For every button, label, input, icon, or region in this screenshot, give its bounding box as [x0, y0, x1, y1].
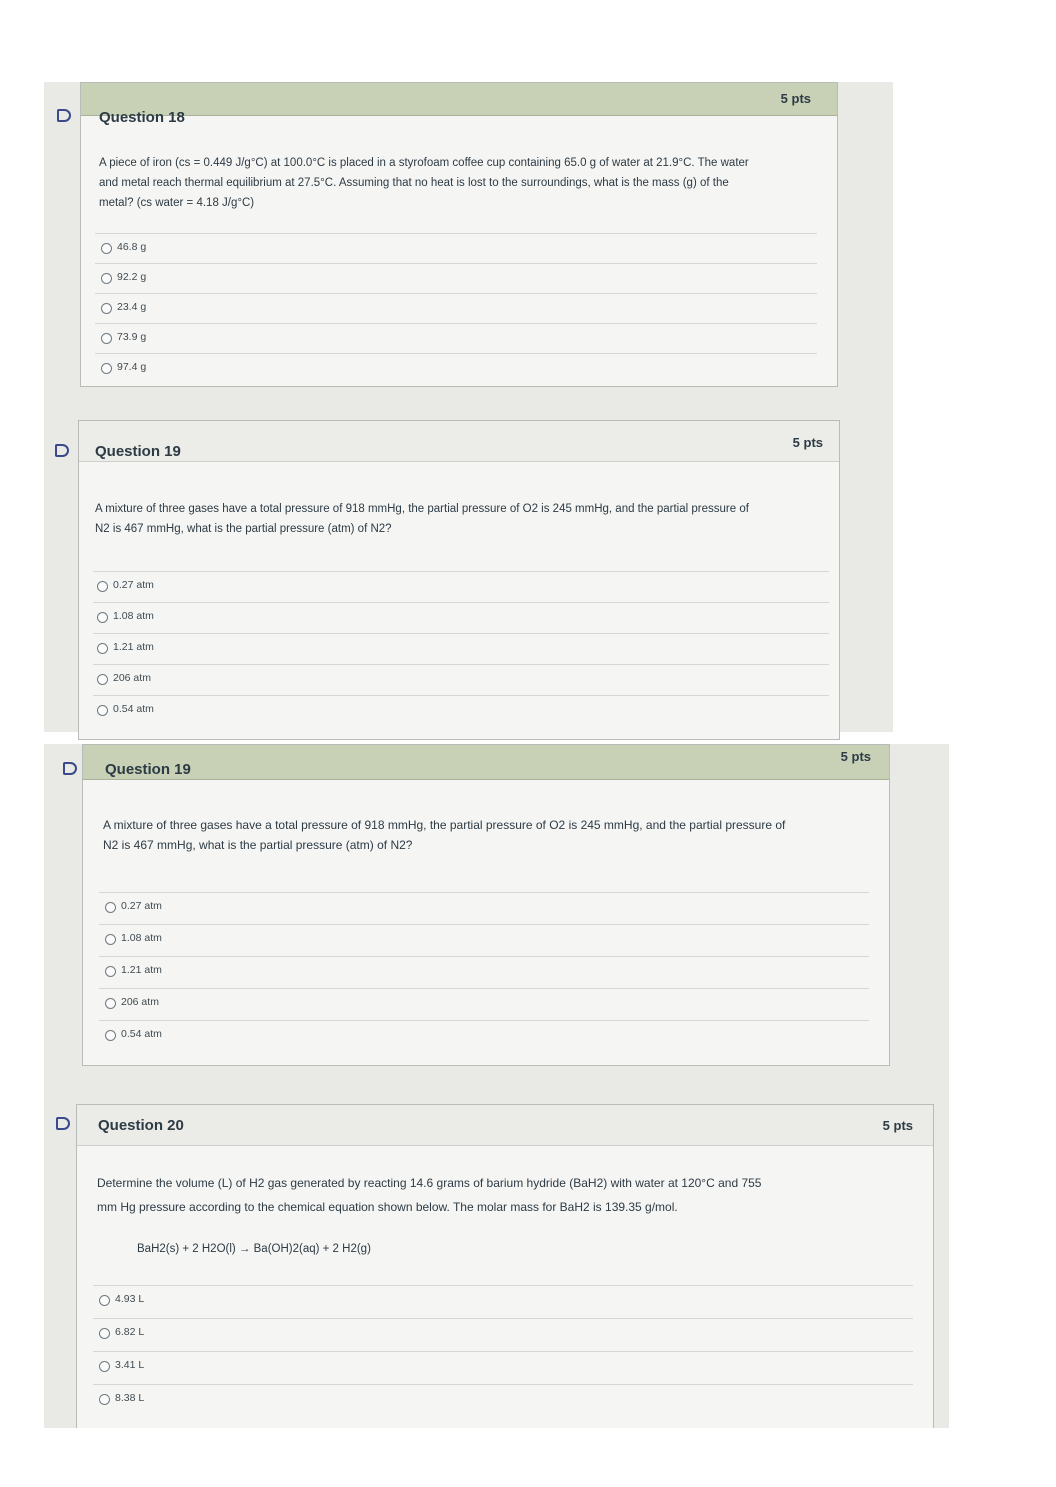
answer-option[interactable]: 206 atm [93, 664, 829, 695]
answer-option[interactable]: 1.08 atm [99, 924, 869, 956]
question-title: Question 20 [98, 1117, 184, 1134]
radio-icon[interactable] [97, 643, 108, 654]
radio-icon[interactable] [101, 243, 112, 254]
question-text-line: mm Hg pressure according to the chemical equation shown below. The molar mass for BaH2 is 139.35 g/mol. [97, 1200, 678, 1214]
radio-icon[interactable] [105, 998, 116, 1009]
question-text-line: N2 is 467 mmHg, what is the partial pressure (atm) of N2? [95, 523, 392, 535]
radio-icon[interactable] [97, 581, 108, 592]
question-19-card [82, 744, 890, 1066]
answer-option[interactable]: 0.54 atm [93, 695, 829, 726]
question-18-card [80, 82, 838, 387]
question-title: Question 18 [99, 109, 185, 126]
answer-option[interactable]: 206 atm [99, 988, 869, 1020]
answer-option[interactable]: 3.41 L [93, 1351, 913, 1384]
answer-option[interactable]: 0.54 atm [99, 1020, 869, 1052]
bottom-photo [44, 744, 949, 1428]
points-label: 5 pts [840, 749, 871, 764]
answer-option[interactable]: 1.21 atm [93, 633, 829, 664]
radio-icon[interactable] [99, 1394, 110, 1405]
question-19-header [79, 421, 839, 462]
question-text-line: A piece of iron (cs = 0.449 J/g°C) at 100.0°C is placed in a styrofoam coffee cup containing 65.0 g of water at 21.9°C. The water [99, 157, 749, 169]
points-label: 5 pts [882, 1118, 913, 1133]
radio-icon[interactable] [99, 1361, 110, 1372]
question-text [95, 499, 835, 539]
answer-option[interactable]: 0.27 atm [99, 892, 869, 924]
answer-option[interactable]: 73.9 g [95, 323, 817, 353]
question-text-line: N2 is 467 mmHg, what is the partial pressure (atm) of N2? [103, 838, 413, 852]
points-label: 5 pts [780, 91, 811, 106]
question-text-line: A mixture of three gases have a total pressure of 918 mmHg, the partial pressure of O2 is 245 mmHg, and the partial pressure of [103, 818, 786, 832]
top-photo [44, 82, 893, 732]
radio-icon[interactable] [105, 966, 116, 977]
question-20-card [76, 1104, 934, 1428]
answer-option[interactable]: 92.2 g [95, 263, 817, 293]
answer-option[interactable]: 6.82 L [93, 1318, 913, 1351]
radio-icon[interactable] [97, 705, 108, 716]
radio-icon[interactable] [101, 333, 112, 344]
points-label: 5 pts [792, 435, 823, 450]
flag-icon[interactable] [63, 762, 77, 775]
answer-option[interactable]: 1.21 atm [99, 956, 869, 988]
question-text [97, 1171, 917, 1219]
flag-icon[interactable] [56, 1117, 70, 1130]
radio-icon[interactable] [101, 303, 112, 314]
answer-option[interactable]: 97.4 g [95, 353, 817, 383]
question-text [103, 815, 883, 855]
answer-option[interactable]: 0.27 atm [93, 571, 829, 602]
question-18-header [81, 83, 837, 126]
question-19-card [78, 420, 840, 740]
radio-icon[interactable] [101, 273, 112, 284]
question-title: Question 19 [105, 761, 191, 778]
flag-icon[interactable] [55, 444, 69, 457]
answer-option[interactable]: 1.08 atm [93, 602, 829, 633]
answer-option[interactable]: 8.38 L [93, 1384, 913, 1417]
question-20-header [77, 1105, 933, 1146]
question-text-line: A mixture of three gases have a total pressure of 918 mmHg, the partial pressure of O2 is 245 mmHg, and the partial pressure of [95, 503, 749, 515]
radio-icon[interactable] [97, 612, 108, 623]
radio-icon[interactable] [97, 674, 108, 685]
question-19-header [83, 745, 889, 780]
answer-option[interactable]: 46.8 g [95, 233, 817, 263]
question-text-line: metal? (cs water = 4.18 J/g°C) [99, 197, 255, 209]
radio-icon[interactable] [105, 902, 116, 913]
radio-icon[interactable] [99, 1328, 110, 1339]
radio-icon[interactable] [105, 1030, 116, 1041]
answer-option[interactable]: 23.4 g [95, 293, 817, 323]
chemical-equation: BaH2(s) + 2 H2O(l) → Ba(OH)2(aq) + 2 H2(g) [137, 1243, 371, 1255]
radio-icon[interactable] [101, 363, 112, 374]
answer-option[interactable]: 4.93 L [93, 1285, 913, 1318]
question-title: Question 19 [95, 443, 181, 460]
question-text [99, 153, 819, 213]
radio-icon[interactable] [105, 934, 116, 945]
flag-icon[interactable] [57, 109, 71, 122]
radio-icon[interactable] [99, 1295, 110, 1306]
question-text-line: and metal reach thermal equilibrium at 27.5°C. Assuming that no heat is lost to the surroundings, what is the mass (g) of the [99, 177, 729, 189]
question-text-line: Determine the volume (L) of H2 gas generated by reacting 14.6 grams of barium hydride (BaH2) with water at 120°C and 755 [97, 1176, 762, 1190]
